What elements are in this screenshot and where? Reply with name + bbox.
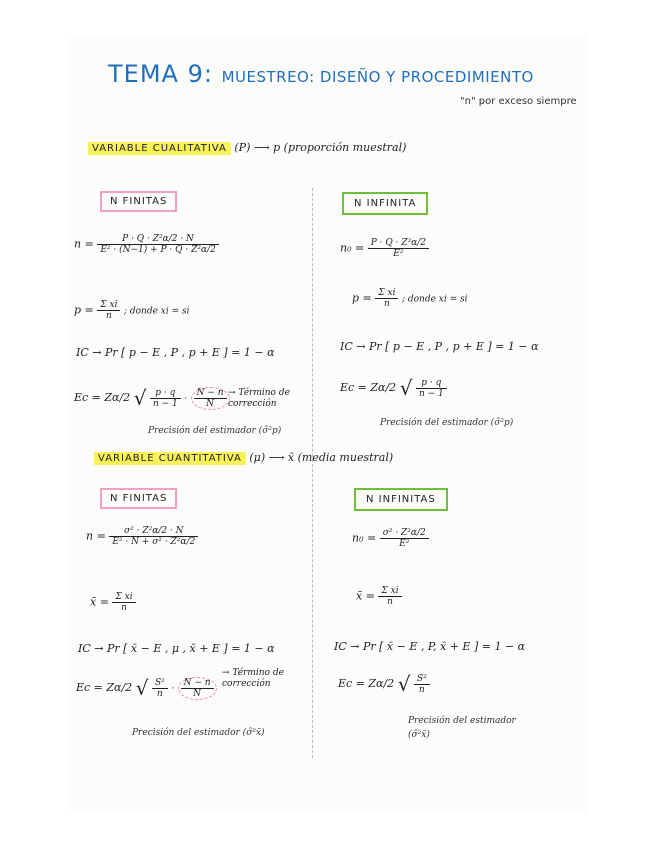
qualitative-header xyxy=(88,141,406,154)
quant-finite-ec-corr-num: N − n xyxy=(181,678,214,689)
quant-finite-ic: IC → Pr [ x̄ − E , μ , x̄ + E ] = 1 − α xyxy=(78,642,275,655)
qual-infinite-precision: Precisión del estimador (σ̂²p) xyxy=(380,418,514,428)
qual-finite-p-num: Σ xi xyxy=(97,300,120,311)
qual-finite-ec-corr-den: N xyxy=(206,398,215,409)
qual-infinite-p-label: p = xyxy=(352,291,372,305)
sqrt-icon: √ xyxy=(133,386,147,410)
qual-finite-p-formula xyxy=(74,300,189,321)
qual-finite-ec-rad xyxy=(150,388,181,409)
qual-finite-p-note: ; donde xi = si xyxy=(123,306,190,317)
qual-finite-ec-corr xyxy=(194,388,227,409)
qual-infinite-p-note: ; donde xi = si xyxy=(401,294,468,305)
quantitative-label: VARIABLE CUANTITATIVA xyxy=(94,452,246,465)
qual-infinite-p-num: Σ xi xyxy=(375,288,398,299)
qual-infinite-box: N INFINITA xyxy=(342,192,428,215)
quant-finite-ec-label: Ec = Zα/2 xyxy=(76,681,133,694)
quant-infinite-ic: IC → Pr [ x̄ − E , P, x̄ + E ] = 1 − α xyxy=(334,640,526,653)
quant-infinite-precision: Precisión del estimador (σ̂²x̄) xyxy=(408,716,516,740)
quant-finite-x-label: x̄ = xyxy=(90,595,109,609)
qual-finite-correction-circle xyxy=(191,387,230,410)
qualitative-rest: (P) ⟶ p (proporción muestral) xyxy=(234,141,407,154)
quant-finite-ec-rad-num: S² xyxy=(152,678,168,689)
qual-finite-n-formula xyxy=(74,234,219,255)
sqrt-icon: √ xyxy=(135,676,149,700)
quant-finite-n-num: σ² · Z²α/2 · N xyxy=(109,526,198,537)
qual-finite-ec-rad-num: p · q xyxy=(150,388,181,399)
title-rest: MUESTREO: DISEÑO Y PROCEDIMIENTO xyxy=(221,68,534,86)
quant-finite-x-frac xyxy=(112,592,135,613)
quant-finite-precision: Precisión del estimador (σ̂²x̄) xyxy=(132,728,265,738)
qual-infinite-p-den: n xyxy=(383,299,390,309)
quant-infinite-n-den: E² xyxy=(399,539,410,549)
qual-finite-ec-corr-num: N − n xyxy=(194,388,227,399)
quant-infinite-ec-label: Ec = Zα/2 xyxy=(338,677,395,690)
qual-infinite-ec-label: Ec = Zα/2 xyxy=(340,381,397,394)
quant-infinite-n-label: n₀ = xyxy=(352,531,377,545)
quantitative-header xyxy=(94,451,393,464)
qual-infinite-n-formula xyxy=(340,238,429,259)
qual-finite-n-num: P · Q · Z²α/2 · N xyxy=(97,234,218,245)
quant-infinite-ec-rad-num: S² xyxy=(414,674,430,685)
quant-finite-box: N FINITAS xyxy=(100,488,177,509)
quant-finite-n-frac xyxy=(109,526,198,547)
qual-finite-ec-note: → Término de corrección xyxy=(228,388,290,409)
title-main: TEMA 9: xyxy=(108,60,222,88)
quant-finite-x-num: Σ xi xyxy=(112,592,135,603)
qualitative-label: VARIABLE CUALITATIVA xyxy=(88,142,231,155)
quant-finite-n-den: E² · N + σ² · Z²α/2 xyxy=(112,537,196,547)
quant-finite-x-formula xyxy=(90,592,136,613)
qual-finite-precision: Precisión del estimador (σ̂²p) xyxy=(148,426,282,436)
qual-infinite-ic: IC → Pr [ p − E , P , p + E ] = 1 − α xyxy=(340,340,539,353)
page-title xyxy=(108,60,534,88)
quant-infinite-x-label: x̄ = xyxy=(356,589,375,603)
sqrt-icon: √ xyxy=(397,672,411,696)
qual-infinite-n-label: n₀ = xyxy=(340,241,365,255)
quant-finite-ec-rad-den: n xyxy=(156,688,163,699)
quant-finite-ec-corr xyxy=(181,678,214,699)
qual-finite-ec-rad-den: n − 1 xyxy=(152,398,178,409)
quant-infinite-x-num: Σ xi xyxy=(378,586,401,597)
quant-infinite-box: N INFINITAS xyxy=(354,488,448,511)
quant-finite-correction-circle xyxy=(178,677,217,700)
qual-infinite-p-frac xyxy=(375,288,398,309)
quant-infinite-ec xyxy=(338,672,430,696)
note-top: "n" por exceso siempre xyxy=(460,96,577,107)
quant-finite-ec-rad xyxy=(152,678,168,699)
qual-finite-ec-label: Ec = Zα/2 xyxy=(74,391,131,404)
quant-finite-ec-corr-den: N xyxy=(193,688,201,699)
quant-finite-ec-note: → Término de corrección xyxy=(222,668,284,689)
qual-finite-n-den: E² · (N−1) + P · Q · Z²α/2 xyxy=(100,245,216,255)
qual-infinite-n-frac xyxy=(368,238,429,259)
qual-infinite-ec-rad-num: p · q xyxy=(416,378,447,389)
quant-infinite-ec-rad xyxy=(414,674,430,695)
quant-infinite-n-num: σ² · Z²α/2 xyxy=(380,528,429,539)
qual-finite-p-label: p = xyxy=(74,303,94,317)
quant-infinite-x-frac xyxy=(378,586,401,607)
quant-infinite-n-frac xyxy=(380,528,429,549)
qual-infinite-n-num: P · Q · Z²α/2 xyxy=(368,238,429,249)
column-divider xyxy=(312,188,313,758)
qual-infinite-n-den: E² xyxy=(393,249,404,259)
quant-infinite-x-formula xyxy=(356,586,402,607)
qual-infinite-ec-rad-den: n − 1 xyxy=(418,388,444,399)
sqrt-icon: √ xyxy=(399,376,413,400)
quant-finite-ec: Ec = Zα/2 √ $\frac{\text{S²}}{n}$ · $\frac{N - n}{N}$ xyxy=(76,676,217,700)
qual-infinite-ec xyxy=(340,376,447,400)
qual-finite-p-frac xyxy=(97,300,120,321)
qual-finite-ec: Ec = Zα/2 √ $\frac{p \cdot q}{n - 1}$ · $\frac{N - n}{N}$ xyxy=(74,386,230,410)
quant-infinite-x-den: n xyxy=(387,597,393,607)
qual-finite-p-den: n xyxy=(105,311,112,321)
qual-infinite-ec-rad xyxy=(416,378,447,399)
qual-finite-box: N FINITAS xyxy=(100,191,177,212)
quant-finite-x-den: n xyxy=(121,603,127,613)
quant-finite-n-label: n = xyxy=(86,529,106,543)
qual-finite-ic: IC → Pr [ p − E , P , p + E ] = 1 − α xyxy=(76,346,275,359)
qual-infinite-p-formula xyxy=(352,288,467,309)
quant-infinite-n-formula xyxy=(352,528,429,549)
quantitative-rest: (μ) ⟶ x̄ (media muestral) xyxy=(249,451,394,464)
qual-finite-n-label: n = xyxy=(74,237,94,251)
qual-finite-n-frac xyxy=(97,234,218,255)
quant-finite-n-formula xyxy=(86,526,198,547)
quant-infinite-ec-rad-den: n xyxy=(418,684,425,695)
